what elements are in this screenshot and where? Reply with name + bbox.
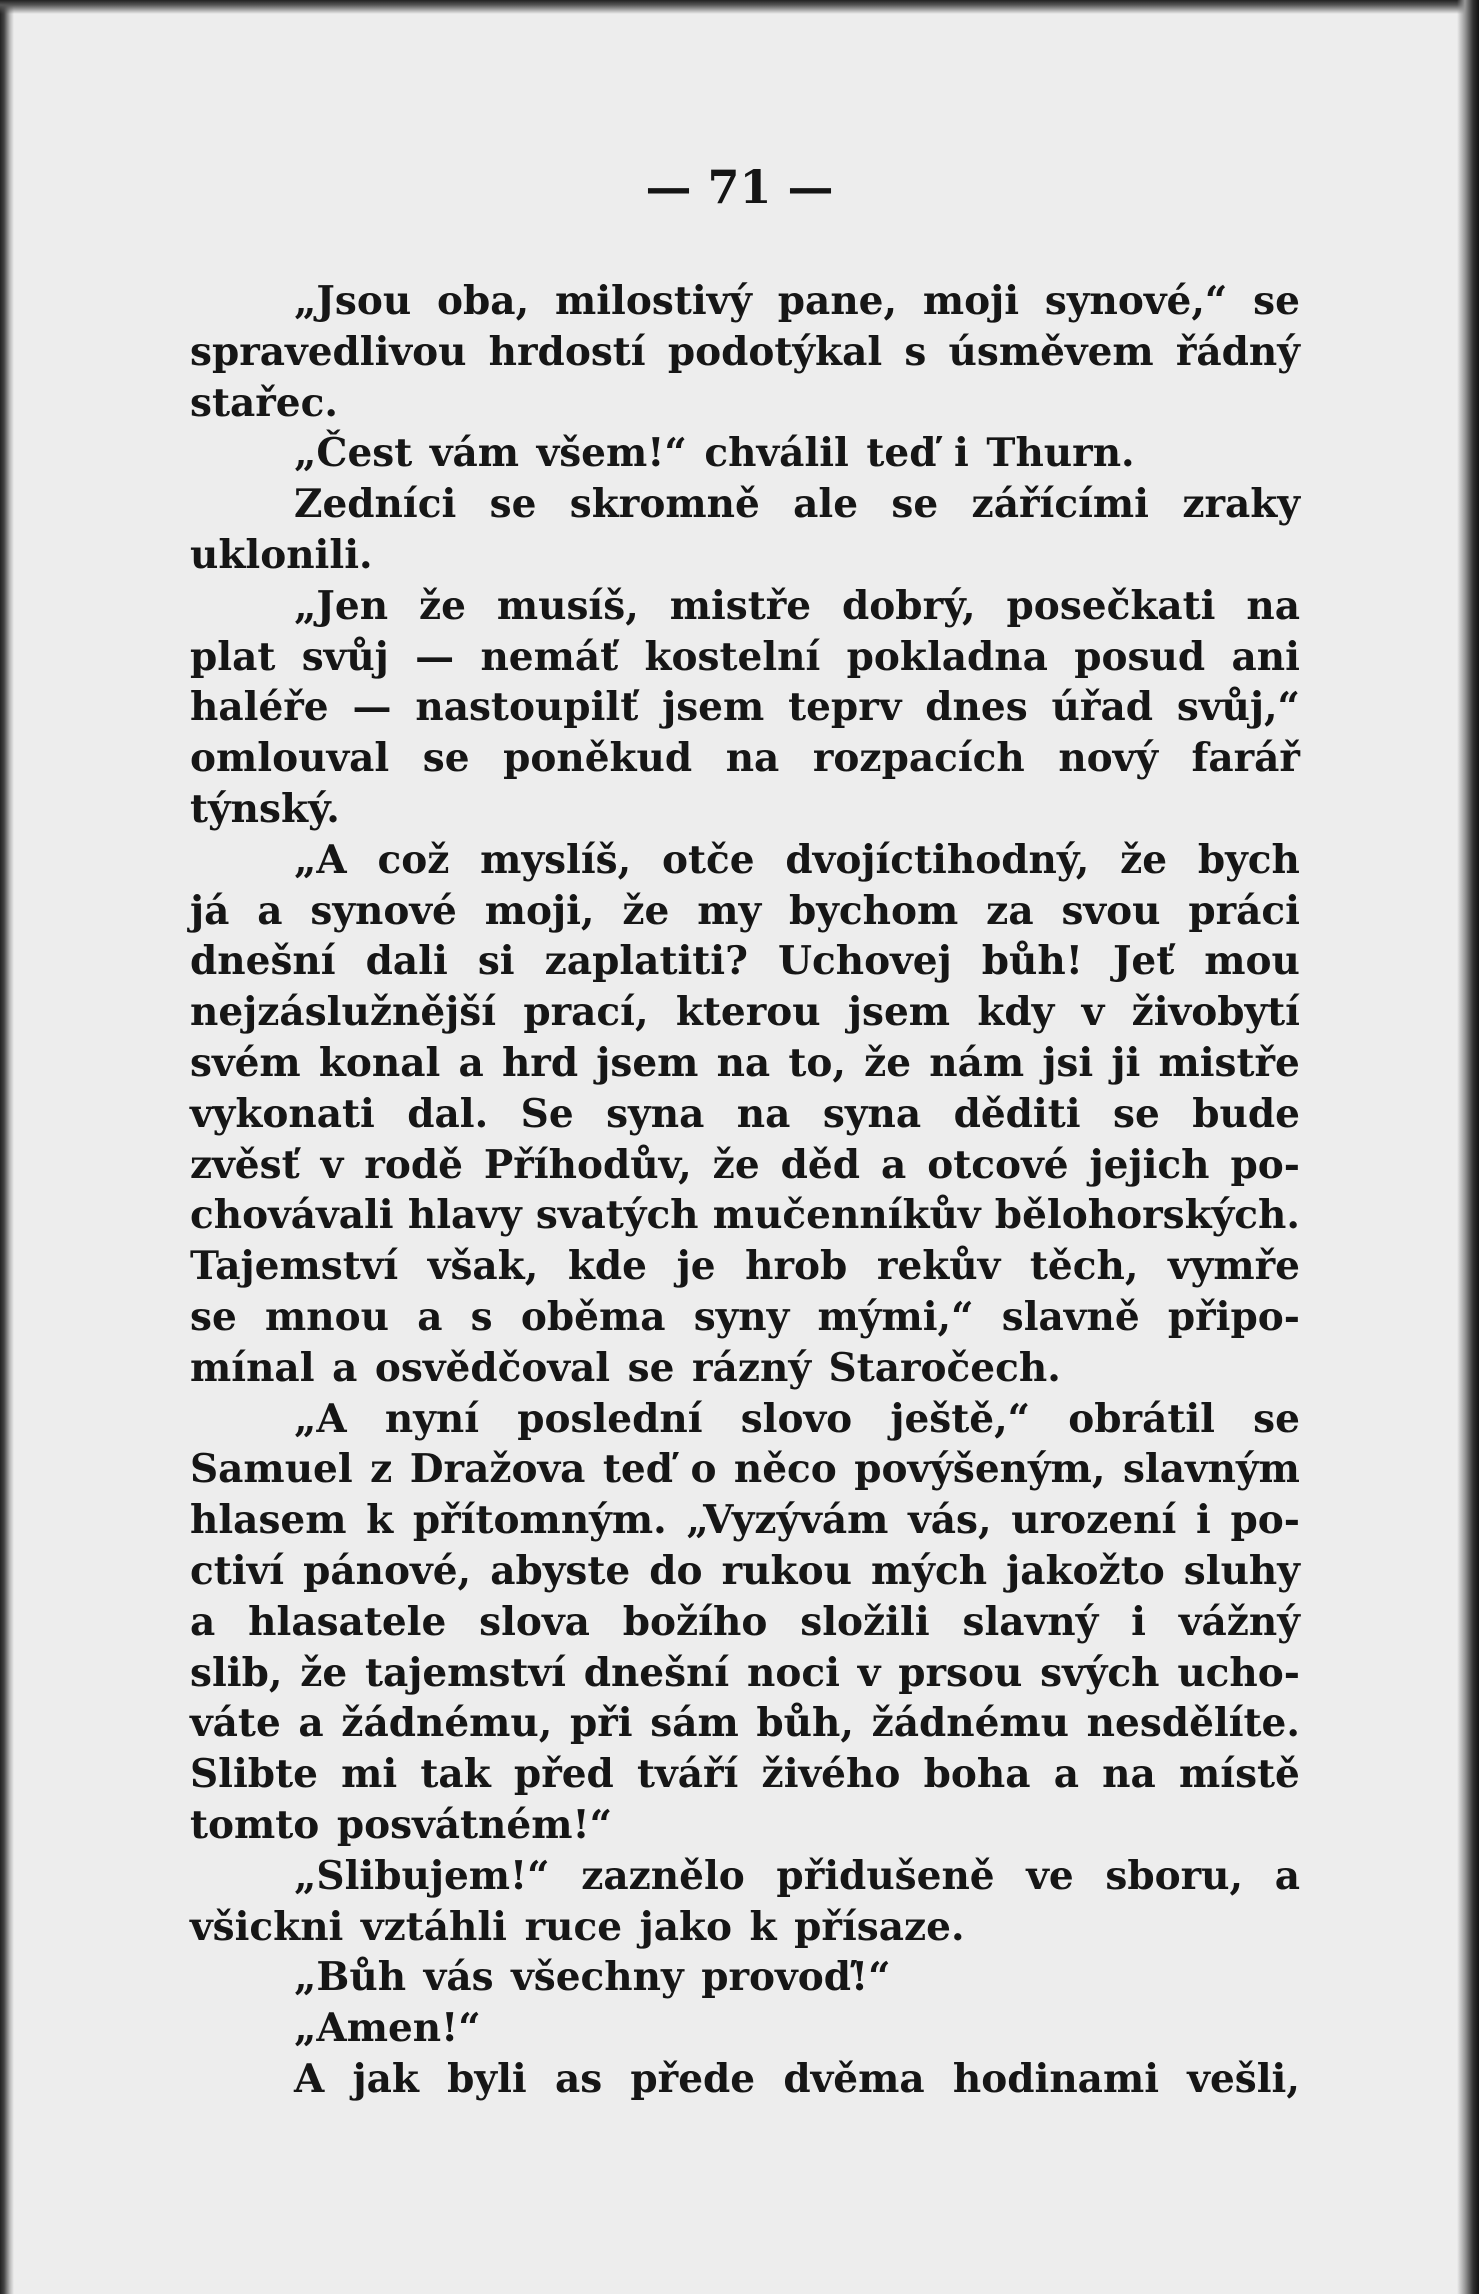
- page-top-edge: [0, 0, 1479, 14]
- text-line: ctiví pánové, abyste do rukou mých jakožto sluhy: [190, 1547, 1300, 1594]
- text-line: „A nyní poslední slovo ještě,“ obrátil se: [294, 1395, 1300, 1442]
- text-line: dnešní dali si zaplatiti? Uchovej bůh! Jeť mou: [190, 938, 1300, 985]
- body-text: [190, 276, 1300, 2105]
- text-line: uklonili.: [190, 531, 373, 578]
- text-line: chovávali hlavy svatých mučenníkův bělohorských.: [190, 1192, 1300, 1239]
- text-line: váte a žádnému, při sám bůh, žádnému nesdělíte.: [190, 1700, 1300, 1747]
- text-line: se mnou a s oběma syny mými,“ slavně připo-: [190, 1293, 1300, 1340]
- text-line: hlasem k přítomným. „Vyzývám vás, urození i po-: [190, 1497, 1300, 1544]
- page-number: — 71 —: [645, 160, 834, 214]
- text-line: zvěsť v rodě Příhodův, že děd a otcové jejich po-: [190, 1141, 1300, 1188]
- text-line: stařec.: [190, 379, 338, 426]
- text-line: haléře — nastoupilť jsem teprv dnes úřad svůj,“: [190, 684, 1300, 731]
- text-line: nejzáslužnější prací, kterou jsem kdy v živobytí: [190, 989, 1300, 1036]
- text-line: mínal a osvědčoval se rázný Staročech.: [190, 1344, 1061, 1391]
- text-line: „Slibujem!“ zaznělo přidušeně ve sboru, a: [294, 1852, 1300, 1899]
- text-line: vykonati dal. Se syna na syna děditi se bude: [190, 1090, 1300, 1137]
- text-line: „Amen!“: [294, 2005, 481, 2052]
- text-line: týnský.: [190, 785, 340, 832]
- text-line: omlouval se poněkud na rozpacích nový farář: [190, 735, 1300, 782]
- text-line: „Jsou oba, milostivý pane, moji synové,“ se: [294, 278, 1300, 324]
- text-line: A jak byli as přede dvěma hodinami vešli,: [294, 2055, 1300, 2102]
- text-line: Slibte mi tak před tváří živého boha a na místě: [190, 1751, 1300, 1798]
- text-line: tomto posvátném!“: [190, 1801, 613, 1848]
- text-line: všickni vztáhli ruce jako k přísaze.: [190, 1903, 965, 1950]
- text-line: Zedníci se skromně ale se zářícími zraky: [294, 481, 1300, 528]
- text-line: svém konal a hrd jsem na to, že nám jsi ji mistře: [190, 1039, 1300, 1086]
- text-line: „Jen že musíš, mistře dobrý, posečkati na: [294, 582, 1300, 629]
- text-line: Tajemství však, kde je hrob rekův těch, vymře: [190, 1243, 1300, 1290]
- text-line: spravedlivou hrdostí podotýkal s úsměvem řádný: [190, 328, 1300, 375]
- text-line: „A což myslíš, otče dvojíctihodný, že bych: [294, 836, 1300, 883]
- text-line: slib, že tajemství dnešní noci v prsou svých ucho-: [190, 1649, 1300, 1696]
- text-line: „Bůh vás všechny provoď!“: [294, 1954, 891, 2001]
- text-line: já a synové moji, že my bychom za svou práci: [190, 887, 1300, 934]
- text-line: plat svůj — nemáť kostelní pokladna posud ani: [190, 633, 1300, 680]
- text-line: „Čest vám všem!“ chválil teď i Thurn.: [294, 430, 1135, 477]
- text-line: a hlasatele slova božího složili slavný i vážný: [190, 1598, 1300, 1645]
- text-line: Samuel z Dražova teď o něco povýšeným, slavným: [190, 1446, 1300, 1493]
